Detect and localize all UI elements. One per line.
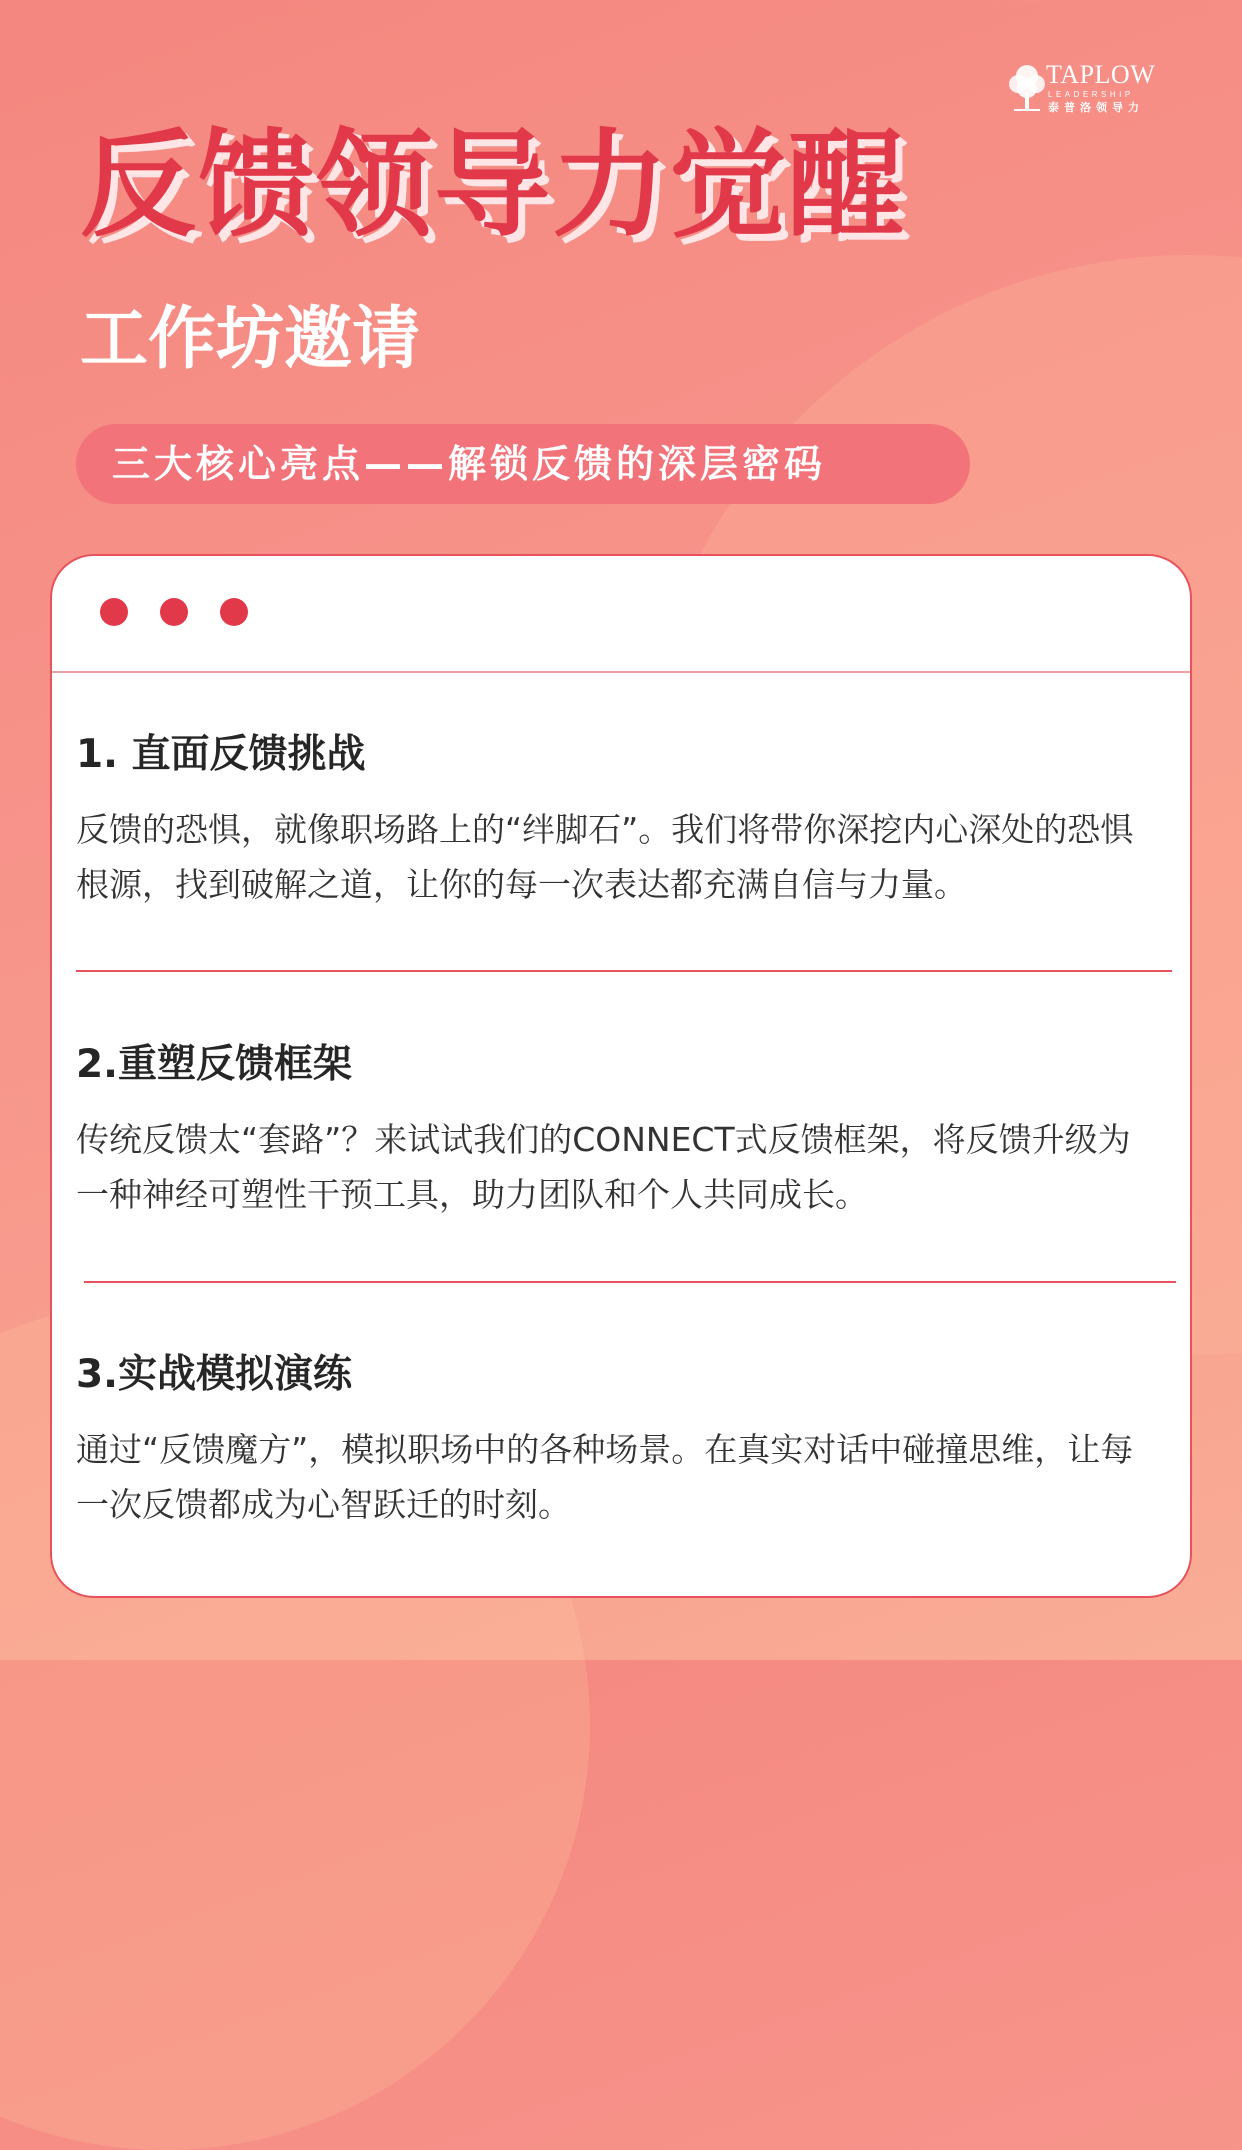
window-dot: [160, 598, 188, 626]
window-dot: [100, 598, 128, 626]
content-card: [50, 554, 1192, 1598]
section-body: 通过“反馈魔方”，模拟职场中的各种场景。在真实对话中碰撞思维，让每一次反馈都成为心智跃迁的时刻。: [76, 1430, 1134, 1524]
highlight-text: 三大核心亮点——解锁反馈的深层密码: [112, 442, 827, 486]
section-divider: [76, 970, 1172, 972]
page-title: 反馈领导力觉醒: [80, 118, 906, 253]
tree-icon: [1008, 62, 1046, 114]
section-title: 2.重塑反馈框架: [76, 1042, 352, 1087]
window-dot: [220, 598, 248, 626]
brand-logo: [1008, 62, 1173, 120]
brand-name: TAPLOW: [1046, 60, 1156, 89]
highlight-banner: [76, 424, 970, 504]
section-title: 1. 直面反馈挑战: [76, 732, 366, 777]
section-body: 反馈的恐惧，就像职场路上的“绊脚石”。我们将带你深挖内心深处的恐惧根源，找到破解之道，让你的每一次表达都充满自信与力量。: [76, 810, 1134, 904]
brand-tagline: LEADERSHIP: [1048, 90, 1134, 99]
section-body: 传统反馈太“套路”？来试试我们的CONNECT式反馈框架，将反馈升级为一种神经可塑性干预工具，助力团队和个人共同成长。: [76, 1120, 1131, 1214]
section-divider: [84, 1281, 1176, 1283]
section-title: 3.实战模拟演练: [76, 1352, 352, 1397]
card-header: [52, 556, 1190, 673]
brand-chinese-name: 泰普洛领导力: [1048, 101, 1144, 114]
page-subtitle: 工作坊邀请: [80, 300, 421, 379]
